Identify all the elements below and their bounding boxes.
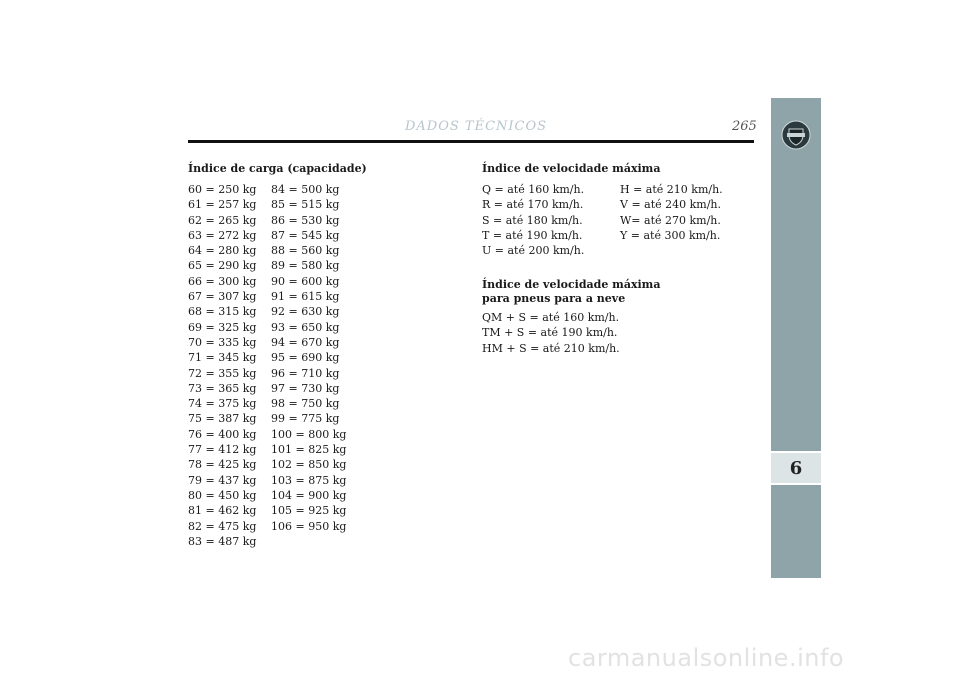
load-index-entry: 93 = 650 kg: [271, 320, 340, 334]
speed-index-entry: R = até 170 km/h.: [482, 198, 584, 212]
load-index-entry: 83 = 487 kg: [188, 534, 257, 548]
load-index-entry: 72 = 355 kg: [188, 366, 257, 380]
speed-index-column-1: [482, 182, 584, 258]
load-index-entry: 90 = 600 kg: [271, 274, 340, 288]
load-index-entry: 95 = 690 kg: [271, 351, 340, 365]
load-index-entry: 104 = 900 kg: [271, 488, 347, 502]
header-title: DADOS TÉCNICOS: [405, 119, 548, 134]
load-index-entry: 102 = 850 kg: [271, 458, 347, 472]
snow-speed-index-entry: HM + S = até 210 km/h.: [482, 341, 620, 355]
load-index-entry: 99 = 775 kg: [271, 412, 340, 426]
load-index-entry: 85 = 515 kg: [271, 198, 340, 212]
speed-index-entry: U = até 200 km/h.: [482, 244, 585, 258]
snow-speed-index-entry: QM + S = até 160 km/h.: [482, 311, 620, 324]
load-index-entry: 76 = 400 kg: [188, 427, 257, 441]
load-index-entry: 81 = 462 kg: [188, 504, 257, 518]
load-index-entry: 64 = 280 kg: [188, 244, 257, 258]
load-index-entry: 98 = 750 kg: [271, 397, 340, 411]
header-rule: [188, 140, 754, 143]
speed-index-entry: S = até 180 km/h.: [482, 213, 583, 227]
lancia-shield-icon: [781, 120, 811, 150]
speed-index-entry: H = até 210 km/h.: [620, 183, 723, 196]
load-index-entry: 77 = 412 kg: [188, 443, 257, 457]
load-index-entry: 78 = 425 kg: [188, 458, 257, 472]
load-index-entry: 79 = 437 kg: [188, 473, 257, 487]
load-index-entry: 87 = 545 kg: [271, 228, 340, 242]
snow-heading-line-2: para pneus para a neve: [482, 292, 626, 305]
load-index-entry: 91 = 615 kg: [271, 290, 340, 304]
load-index-entry: 86 = 530 kg: [271, 213, 340, 227]
load-index-entry: 70 = 335 kg: [188, 335, 257, 349]
snow-speed-index-entry: TM + S = até 190 km/h.: [482, 326, 618, 340]
load-index-entry: 60 = 250 kg: [188, 183, 257, 196]
snow-speed-index-list: [482, 310, 620, 356]
speed-index-entry: Q = até 160 km/h.: [482, 183, 585, 196]
load-index-entry: 96 = 710 kg: [271, 366, 340, 380]
page-number: 265: [732, 119, 757, 134]
load-index-column-2: [271, 182, 346, 534]
load-index-entry: 67 = 307 kg: [188, 290, 257, 304]
load-index-entry: 94 = 670 kg: [271, 335, 340, 349]
watermark: carmanualsonline.info: [568, 644, 845, 672]
speed-index-column-2: [620, 182, 723, 243]
load-index-entry: 69 = 325 kg: [188, 320, 257, 334]
load-index-entry: 62 = 265 kg: [188, 213, 257, 227]
chapter-side-strip: [771, 98, 821, 578]
load-index-entry: 65 = 290 kg: [188, 259, 257, 273]
speed-index-entry: Y = até 300 km/h.: [620, 228, 721, 242]
load-index-column-1: [188, 182, 256, 549]
load-index-entry: 97 = 730 kg: [271, 381, 340, 395]
snow-speed-index-heading: [482, 278, 682, 306]
speed-index-entry: V = até 240 km/h.: [620, 198, 722, 212]
load-index-entry: 100 = 800 kg: [271, 427, 347, 441]
load-index-entry: 68 = 315 kg: [188, 305, 257, 319]
chapter-tab[interactable]: [771, 451, 821, 485]
load-index-entry: 103 = 875 kg: [271, 473, 347, 487]
load-index-entry: 66 = 300 kg: [188, 274, 257, 288]
load-index-entry: 88 = 560 kg: [271, 244, 340, 258]
speed-index-entry: W= até 270 km/h.: [620, 213, 721, 227]
load-index-entry: 101 = 825 kg: [271, 443, 347, 457]
load-index-entry: 106 = 950 kg: [271, 519, 347, 533]
snow-heading-line-1: Índice de velocidade máxima: [482, 278, 661, 291]
load-index-entry: 84 = 500 kg: [271, 183, 340, 196]
load-index-entry: 82 = 475 kg: [188, 519, 257, 533]
load-index-entry: 75 = 387 kg: [188, 412, 257, 426]
speed-index-entry: T = até 190 km/h.: [482, 228, 583, 242]
load-index-entry: 71 = 345 kg: [188, 351, 257, 365]
load-index-entry: 61 = 257 kg: [188, 198, 257, 212]
load-index-entry: 74 = 375 kg: [188, 397, 257, 411]
load-index-entry: 105 = 925 kg: [271, 504, 347, 518]
chapter-number: 6: [789, 457, 803, 479]
speed-index-heading: Índice de velocidade máxima: [482, 162, 661, 175]
load-index-entry: 73 = 365 kg: [188, 381, 257, 395]
load-index-heading: Índice de carga (capacidade): [188, 162, 367, 175]
load-index-entry: 63 = 272 kg: [188, 228, 257, 242]
load-index-entry: 89 = 580 kg: [271, 259, 340, 273]
load-index-entry: 80 = 450 kg: [188, 488, 257, 502]
load-index-entry: 92 = 630 kg: [271, 305, 340, 319]
